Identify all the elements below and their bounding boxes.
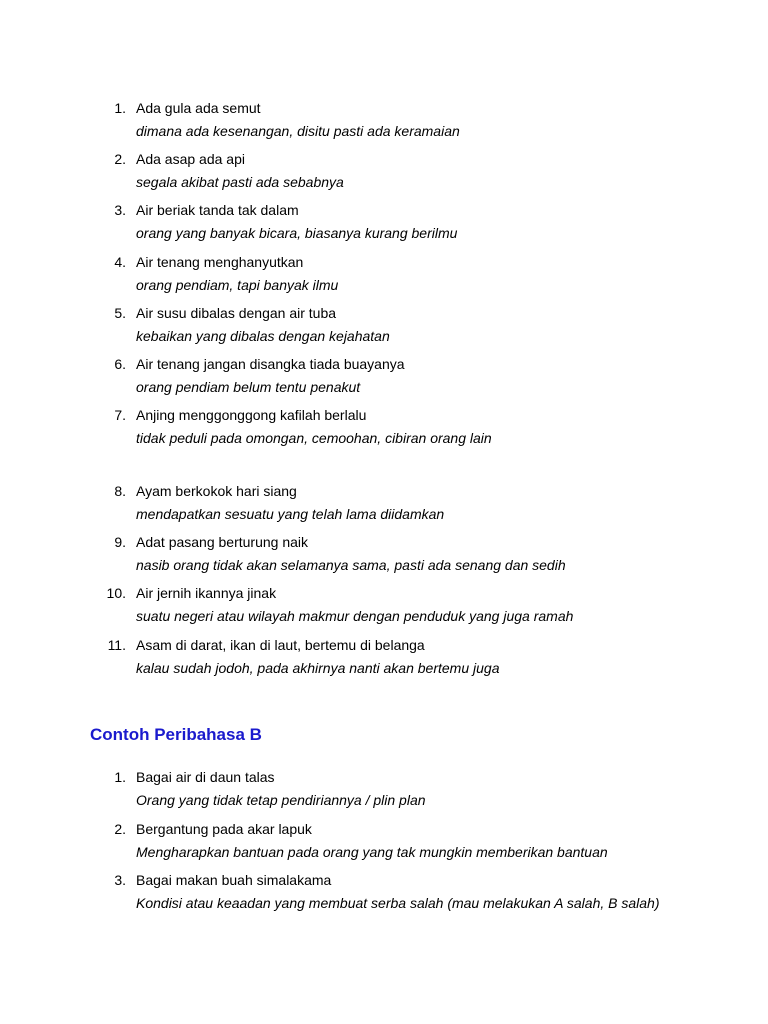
proverb-meaning: orang pendiam belum tentu penakut <box>136 379 361 395</box>
proverb-text: Air jernih ikannya jinak <box>136 585 277 601</box>
proverb-text: Anjing menggonggong kafilah berlalu <box>136 407 367 423</box>
list-item <box>0 820 768 866</box>
proverb-text: Ada asap ada api <box>136 151 245 167</box>
item-number: 7. <box>114 407 126 423</box>
proverb-text: Adat pasang berturung naik <box>136 534 309 550</box>
proverb-text: Air susu dibalas dengan air tuba <box>136 305 337 321</box>
item-number: 4. <box>114 254 126 270</box>
proverb-meaning: Kondisi atau keaadan yang membuat serba salah (mau melakukan A salah, B salah) <box>136 895 660 911</box>
section-heading: Contoh Peribahasa B <box>90 725 262 744</box>
proverb-meaning: Orang yang tidak tetap pendiriannya / plin plan <box>136 792 426 808</box>
list-item <box>0 150 768 196</box>
proverb-text: Ada gula ada semut <box>136 100 261 116</box>
proverb-meaning: dimana ada kesenangan, disitu pasti ada keramaian <box>136 123 460 139</box>
list-item <box>0 355 768 401</box>
item-number: 1. <box>114 100 126 116</box>
proverb-meaning: suatu negeri atau wilayah makmur dengan penduduk yang juga ramah <box>136 608 574 624</box>
item-number: 3. <box>114 872 126 888</box>
list-item <box>0 304 768 350</box>
list-item <box>0 99 768 145</box>
item-number: 2. <box>114 151 126 167</box>
proverb-meaning: kalau sudah jodoh, pada akhirnya nanti akan bertemu juga <box>136 660 500 676</box>
item-number: 5. <box>114 305 126 321</box>
list-item <box>0 201 768 247</box>
proverb-text: Air tenang jangan disangka tiada buayanya <box>136 356 405 372</box>
item-number: 6. <box>114 356 126 372</box>
proverb-text: Bagai makan buah simalakama <box>136 872 332 888</box>
proverb-text: Air beriak tanda tak dalam <box>136 202 299 218</box>
list-item <box>0 253 768 299</box>
proverb-meaning: mendapatkan sesuatu yang telah lama diidamkan <box>136 506 445 522</box>
proverb-text: Ayam berkokok hari siang <box>136 483 297 499</box>
proverb-meaning: tidak peduli pada omongan, cemoohan, cibiran orang lain <box>136 430 492 446</box>
item-number: 2. <box>114 821 126 837</box>
proverb-text: Bergantung pada akar lapuk <box>136 821 312 837</box>
proverb-meaning: orang pendiam, tapi banyak ilmu <box>136 277 339 293</box>
item-number: 11. <box>107 637 126 653</box>
proverb-text: Bagai air di daun talas <box>136 769 275 785</box>
proverb-text: Air tenang menghanyutkan <box>136 254 304 270</box>
list-item <box>0 768 768 814</box>
item-number: 3. <box>114 202 126 218</box>
item-number: 9. <box>114 534 126 550</box>
proverb-meaning: orang yang banyak bicara, biasanya kurang berilmu <box>136 225 458 241</box>
list-item <box>0 584 768 630</box>
item-number: 8. <box>114 483 126 499</box>
proverb-meaning: kebaikan yang dibalas dengan kejahatan <box>136 328 390 344</box>
item-number: 10. <box>106 585 126 601</box>
proverb-meaning: Mengharapkan bantuan pada orang yang tak mungkin memberikan bantuan <box>136 844 608 860</box>
proverb-text: Asam di darat, ikan di laut, bertemu di belanga <box>136 637 425 653</box>
list-item <box>0 406 768 452</box>
proverb-meaning: nasib orang tidak akan selamanya sama, pasti ada senang dan sedih <box>136 557 566 573</box>
item-number: 1. <box>114 769 126 785</box>
list-item <box>0 636 768 682</box>
list-item <box>0 482 768 528</box>
list-item <box>0 871 768 917</box>
list-item <box>0 533 768 579</box>
proverb-meaning: segala akibat pasti ada sebabnya <box>136 174 344 190</box>
